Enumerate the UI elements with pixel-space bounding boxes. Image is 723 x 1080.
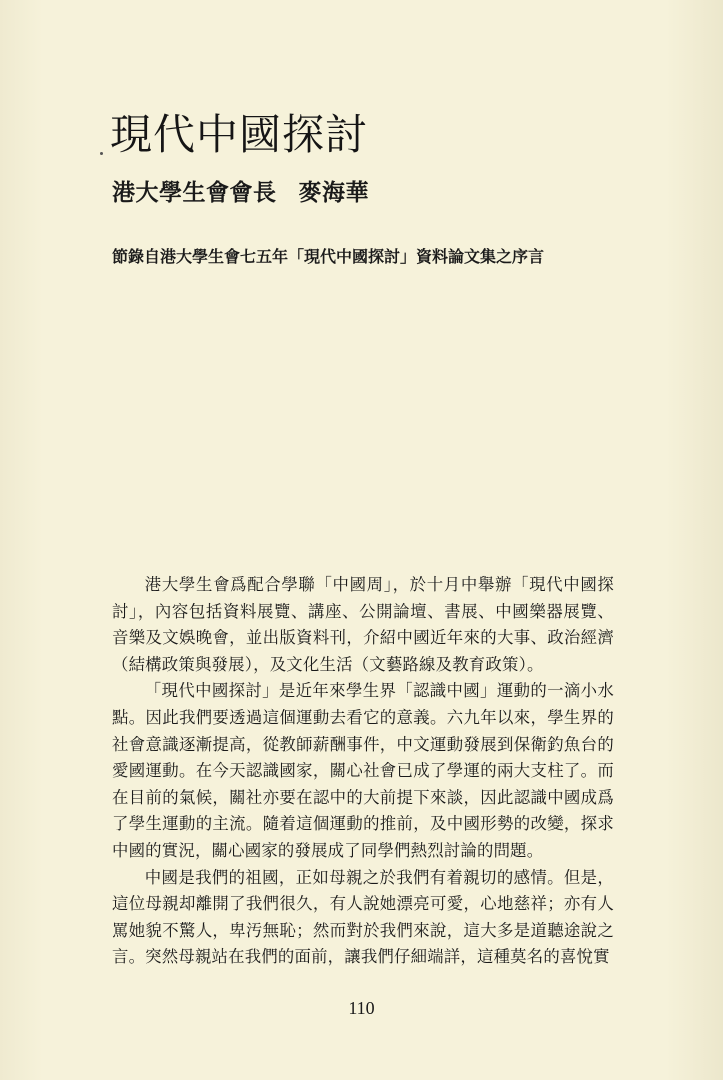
body-paragraph: 「現代中國探討」是近年來學生界「認識中國」運動的一滴小水點。因此我們要透過這個運動去看它的意義。六九年以來，學生界的社會意識逐漸提高，從教師薪酬事件，中文運動發展到保衛釣魚台的愛國運動。在今天認識國家，關心社會已成了學運的兩大支柱了。而在目前的氣候，關社亦要在認中的大前提下來談，因此認識中國成爲了學生運動的主流。隨着這個運動的推前，及中國形勢的改變，探求中國的實況，關心國家的發展成了同學們熱烈討論的問題。 <box>112 681 614 860</box>
article-title: 現代中國探討 <box>110 110 369 159</box>
body-paragraph: 港大學生會爲配合學聯「中國周」，於十月中舉辦「現代中國探討」，內容包括資料展覽、講座、公開論壇、書展、中國樂器展覽、音樂及文娛晚會，並出版資料刊，介紹中國近年來的大事、政治經濟（結構政策與發展），及文化生活（文藝路線及教育政策）。 <box>112 575 614 674</box>
print-speck <box>100 152 103 155</box>
article-body <box>112 572 614 971</box>
body-paragraph: 中國是我們的祖國，正如母親之於我們有着親切的感情。但是，這位母親却離開了我們很久，有人說她漂亮可愛，心地慈祥；亦有人罵她貌不驚人，卑汚無恥；然而對於我們來說，這大多是道聽途說之言。突然母親站在我們的面前，讓我們仔細端詳，這種莫名的喜悅實 <box>112 867 614 967</box>
byline-role: 港大學生會會長 <box>112 180 277 206</box>
page-number: 110 <box>348 998 375 1018</box>
article-subtitle: 節錄自港大學生會七五年「現代中國探討」資料論文集之序言 <box>112 247 545 266</box>
article-byline <box>112 174 369 207</box>
byline-author: 麥海華 <box>298 180 369 206</box>
